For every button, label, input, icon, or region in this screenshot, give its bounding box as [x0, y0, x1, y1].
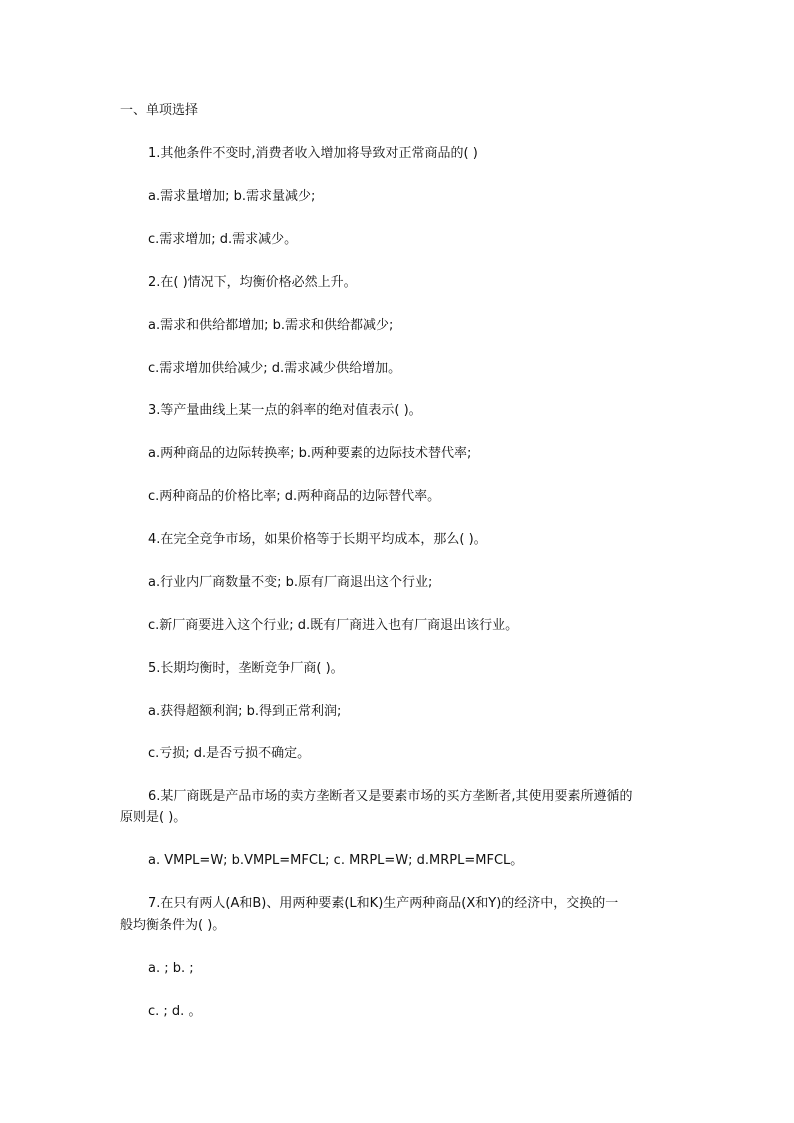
- question-5-option-line: a.获得超额利润; b.得到正常利润;: [148, 704, 342, 719]
- question-7-stem: 7.在只有两人(A和B)、用两种要素(L和K)生产两种商品(X和Y)的经济中，交换的一: [148, 896, 619, 911]
- question-2-stem: 2.在( )情况下，均衡价格必然上升。: [148, 275, 357, 290]
- question-2-option-line: c.需求增加供给减少; d.需求减少供给增加。: [148, 361, 402, 376]
- question-4-option-line: c.新厂商要进入这个行业; d.既有厂商进入也有厂商退出该行业。: [148, 618, 519, 633]
- question-7-stem-continuation: 般均衡条件为( )。: [120, 918, 226, 933]
- question-3-option-line: c.两种商品的价格比率; d.两种商品的边际替代率。: [148, 489, 441, 504]
- question-4-stem: 4.在完全竞争市场，如果价格等于长期平均成本，那么( )。: [148, 532, 487, 547]
- question-1-option-line: a.需求量增加; b.需求量减少;: [148, 189, 316, 204]
- question-2-option-line: a.需求和供给都增加; b.需求和供给都减少;: [148, 318, 394, 333]
- question-5-stem: 5.长期均衡时，垄断竞争厂商( )。: [148, 661, 344, 676]
- question-6-option-line: a. VMPL=W; b.VMPL=MFCL; c. MRPL=W; d.MRPL=MFCL。: [148, 853, 524, 868]
- question-3-stem: 3.等产量曲线上某一点的斜率的绝对值表示( )。: [148, 403, 422, 418]
- question-5-option-line: c.亏损; d.是否亏损不确定。: [148, 746, 311, 761]
- question-7-option-line: a. ; b. ;: [148, 961, 194, 976]
- question-1-option-line: c.需求增加; d.需求减少。: [148, 232, 298, 247]
- question-1-stem: 1.其他条件不变时,消费者收入增加将导致对正常商品的( ): [148, 146, 478, 161]
- question-6-stem-continuation: 原则是( )。: [120, 810, 187, 825]
- question-4-option-line: a.行业内厂商数量不变; b.原有厂商退出这个行业;: [148, 575, 433, 590]
- question-7-option-line: c. ; d. 。: [148, 1004, 202, 1019]
- question-3-option-line: a.两种商品的边际转换率; b.两种要素的边际技术替代率;: [148, 446, 472, 461]
- section-title: 一、单项选择: [120, 103, 199, 118]
- question-6-stem: 6.某厂商既是产品市场的卖方垄断者又是要素市场的买方垄断者,其使用要素所遵循的: [148, 789, 633, 804]
